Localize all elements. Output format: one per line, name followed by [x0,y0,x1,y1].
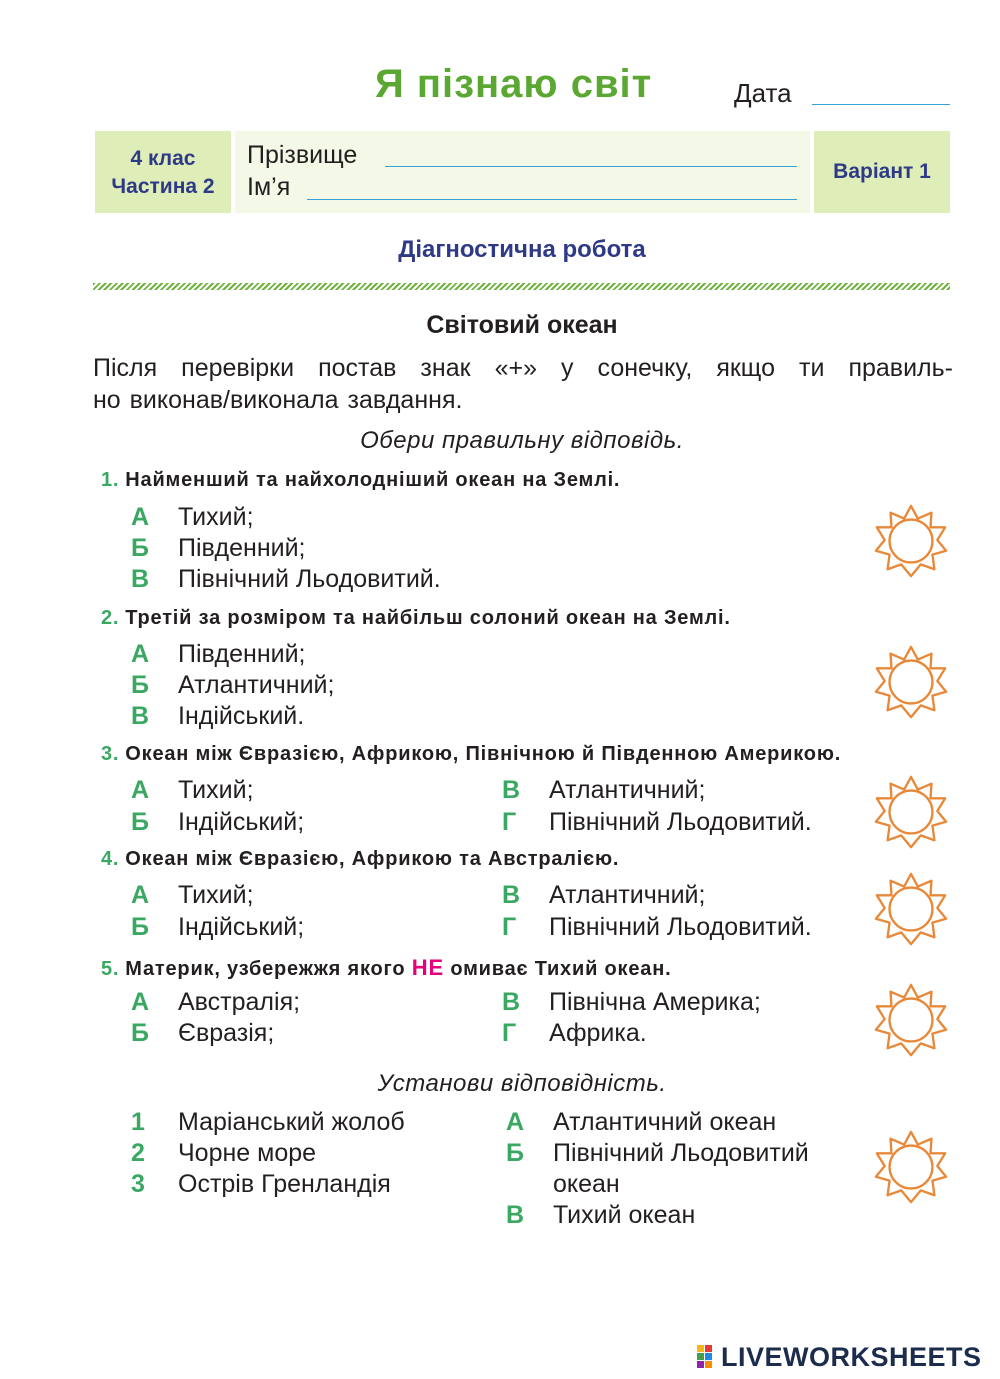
q3-option-b[interactable]: Б Індійський; [131,808,305,836]
work-subtitle: Діагностична робота [398,236,646,263]
q5-option-c[interactable]: В Північна Америка; [502,988,761,1016]
q2-option-a[interactable]: А Південний; [131,640,306,668]
match-right-c[interactable]: В Тихий океан [506,1201,696,1229]
match-right-b-cont: океан [553,1170,620,1198]
section-title: Світовий океан [426,311,618,339]
q5-option-a[interactable]: А Австралія; [131,988,301,1016]
q4-option-a[interactable]: А Тихий; [131,881,254,909]
sun-checkbox-4[interactable] [872,870,950,948]
grade-label: 4 клас [130,147,196,170]
question-5: 5. Материк, узбережжя якого НЕ омиває Тихий океан. [101,955,672,980]
q4-option-b[interactable]: Б Індійський; [131,913,305,941]
q4-option-d[interactable]: Г Північний Льодовитий. [502,913,812,941]
q4-option-c[interactable]: В Атлантичний; [502,881,706,909]
question-2: 2. Третій за розміром та найбільш солоний океан на Землі. [101,607,731,629]
match-heading: Установи відповідність. [377,1070,667,1097]
q1-option-b[interactable]: Б Південний; [131,534,306,562]
question-3: 3. Океан між Євразією, Африкою, Північною й Південною Америкою. [101,743,842,765]
q3-option-c[interactable]: В Атлантичний; [502,776,706,804]
question-1: 1. Найменший та найхолодніший океан на Землі. [101,469,621,491]
grade-box [95,131,231,213]
q2-option-c[interactable]: В Індійський. [131,702,305,730]
q3-option-d[interactable]: Г Північний Льодовитий. [502,808,812,836]
match-left-3[interactable]: 3 Острів Гренландія [131,1170,391,1198]
variant-box: Варіант 1 [814,131,950,213]
q5-option-b[interactable]: Б Євразія; [131,1019,275,1047]
instruction-line-1: Після перевірки постав знак «+» у сонечку, якщо ти правиль- [93,354,953,382]
surname-input-line[interactable] [385,166,797,167]
q1-option-a[interactable]: А Тихий; [131,503,254,531]
choose-heading: Обери правильну відповідь. [360,427,684,454]
student-info-box [235,131,810,213]
sun-checkbox-1[interactable] [872,502,950,580]
name-label: Ім’я [247,173,291,201]
date-label: Дата [734,78,792,108]
sun-checkbox-2[interactable] [872,643,950,721]
part-label: Частина 2 [111,175,215,198]
q2-option-b[interactable]: Б Атлантичний; [131,671,335,699]
sun-checkbox-3[interactable] [872,773,950,851]
instruction-line-2: но виконав/виконала завдання. [93,386,463,414]
date-input-line[interactable] [812,104,950,105]
surname-label: Прізвище [247,141,358,169]
sun-checkbox-5[interactable] [872,981,950,1059]
match-left-2[interactable]: 2 Чорне море [131,1139,317,1167]
hatched-divider [93,283,950,290]
liveworksheets-icon [697,1345,719,1369]
match-right-a[interactable]: А Атлантичний океан [506,1108,777,1136]
q5-option-d[interactable]: Г Африка. [502,1019,647,1047]
liveworksheets-logo: LIVEWORKSHEETS [697,1342,982,1373]
sun-checkbox-6[interactable] [872,1128,950,1206]
name-input-line[interactable] [307,199,797,200]
question-4: 4. Океан між Євразією, Африкою та Австралією. [101,848,620,870]
match-left-1[interactable]: 1 Маріанський жолоб [131,1108,405,1136]
match-right-b[interactable]: Б Північний Льодовитий [506,1139,809,1167]
q3-option-a[interactable]: А Тихий; [131,776,254,804]
q1-option-c[interactable]: В Північний Льодовитий. [131,565,441,593]
